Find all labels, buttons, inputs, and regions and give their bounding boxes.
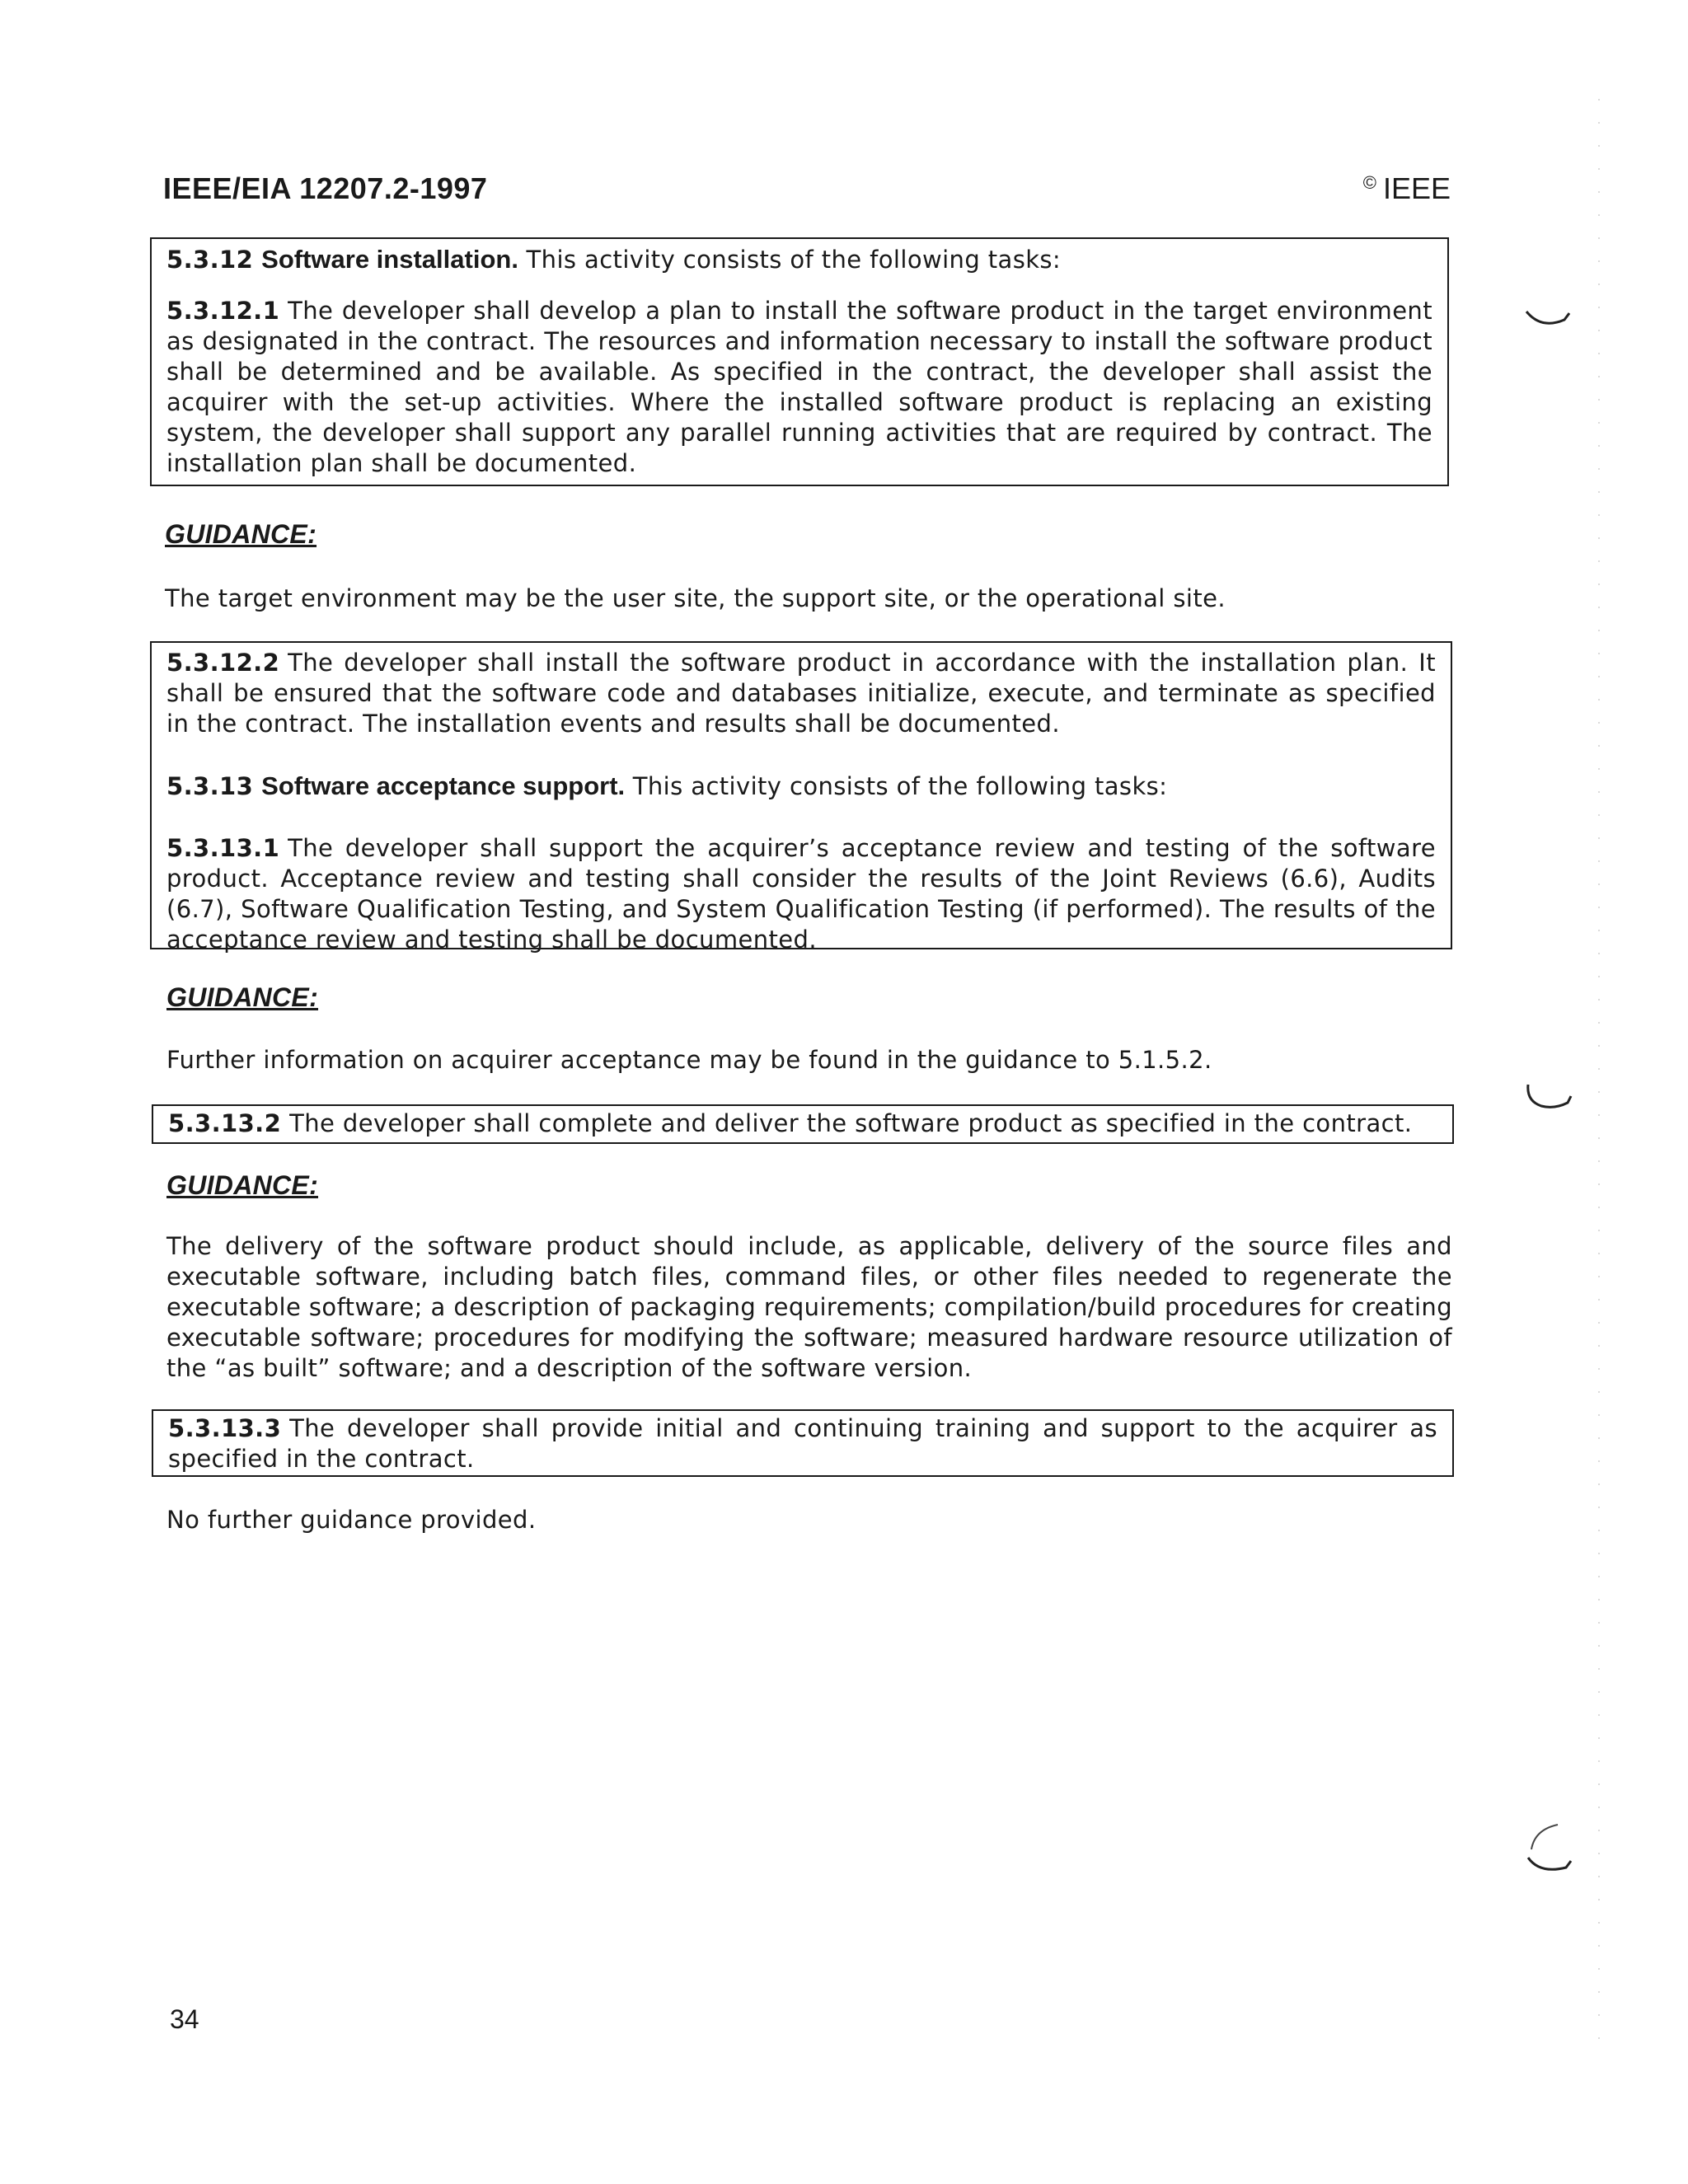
task-5-3-12-2 bbox=[166, 648, 1436, 739]
requirement-box-5-3-12-2 bbox=[150, 641, 1452, 954]
section-text: This activity consists of the following tasks: bbox=[625, 772, 1168, 800]
guidance-text: Further information on acquirer acceptance may be found in the guidance to 5.1.5.2. bbox=[166, 1046, 1212, 1074]
copyright-org: IEEE bbox=[1382, 171, 1451, 205]
requirement-box-5-3-13-3 bbox=[152, 1409, 1454, 1477]
no-guidance-text: No further guidance provided. bbox=[166, 1506, 537, 1534]
requirement-box-5-3-12 bbox=[150, 237, 1449, 486]
task-number: 5.3.12.2 bbox=[166, 649, 280, 677]
guidance-text: The target environment may be the user site, the support site, or the operational site. bbox=[165, 584, 1226, 612]
page-number: 34 bbox=[170, 2004, 199, 2034]
copyright-notice bbox=[1363, 171, 1451, 206]
section-5-3-12 bbox=[166, 244, 1432, 275]
section-text: This activity consists of the following tasks: bbox=[518, 246, 1062, 274]
task-text: The developer shall develop a plan to install the software product in the target environment as designated in the contract. The resources and information necessary to install the software product shall be determined and be available. As specified in the contract, the developer shall assist the acquirer with the set-up activities. Where the installed software product is replacing an existing system, the developer shall support any parallel running activities that are required by contract. The installation plan shall be documented. bbox=[166, 297, 1432, 477]
margin-hole-mark-3 bbox=[1525, 1821, 1574, 1896]
guidance-text: The delivery of the software product should include, as applicable, delivery of the source files and executable software, including batch files, command files, or other files needed to regenerate the executable software; a description of packaging requirements; compilation/build procedures for creating executable software; procedures for modifying the software; measured hardware resource utilization of the “as built” software; and a description of the software version. bbox=[166, 1232, 1452, 1382]
task-5-3-13-1 bbox=[166, 833, 1436, 955]
margin-speckle bbox=[1596, 99, 1602, 2044]
section-title: Software acceptance support. bbox=[261, 771, 626, 800]
task-text: The developer shall install the software product in accordance with the installation plan. It shall be ensured that the software code and databases initialize, execute, and terminate as specified in the contract. The installation events and results shall be documented. bbox=[166, 649, 1436, 738]
task-5-3-13-3 bbox=[168, 1413, 1437, 1474]
standard-id: IEEE/EIA 12207.2-1997 bbox=[163, 171, 488, 205]
task-text: The developer shall provide initial and continuing training and support to the acquirer as specified in the contract. bbox=[168, 1414, 1437, 1473]
margin-hole-mark-1 bbox=[1523, 305, 1573, 338]
section-5-3-13 bbox=[166, 771, 1436, 802]
task-5-3-12-1 bbox=[166, 296, 1432, 479]
guidance-label: GUIDANCE: bbox=[165, 519, 317, 549]
task-5-3-13-2 bbox=[168, 1108, 1437, 1139]
guidance-label: GUIDANCE: bbox=[166, 1170, 319, 1200]
requirement-box-5-3-13-2 bbox=[152, 1104, 1454, 1144]
task-number: 5.3.13.3 bbox=[168, 1414, 282, 1442]
page-header bbox=[163, 171, 1451, 209]
section-number: 5.3.12 bbox=[166, 246, 254, 274]
task-number: 5.3.12.1 bbox=[166, 297, 280, 325]
section-number: 5.3.13 bbox=[166, 772, 254, 800]
task-number: 5.3.13.2 bbox=[168, 1109, 282, 1137]
task-text: The developer shall support the acquirer’s acceptance review and testing of the software product. Acceptance review and testing shall consider the results of the Joint Reviews (6.6), Audits (6.7), Software Qualification Testing, and System Qualification Testing (if performed). The results of the acceptance review and testing shall be documented. bbox=[166, 834, 1436, 954]
task-text: The developer shall complete and deliver the software product as specified in the contract. bbox=[289, 1109, 1413, 1137]
guidance-label: GUIDANCE: bbox=[166, 982, 319, 1012]
margin-hole-mark-2 bbox=[1525, 1080, 1574, 1129]
copyright-symbol: © bbox=[1362, 172, 1376, 193]
section-title: Software installation. bbox=[261, 245, 518, 274]
task-number: 5.3.13.1 bbox=[166, 834, 280, 862]
